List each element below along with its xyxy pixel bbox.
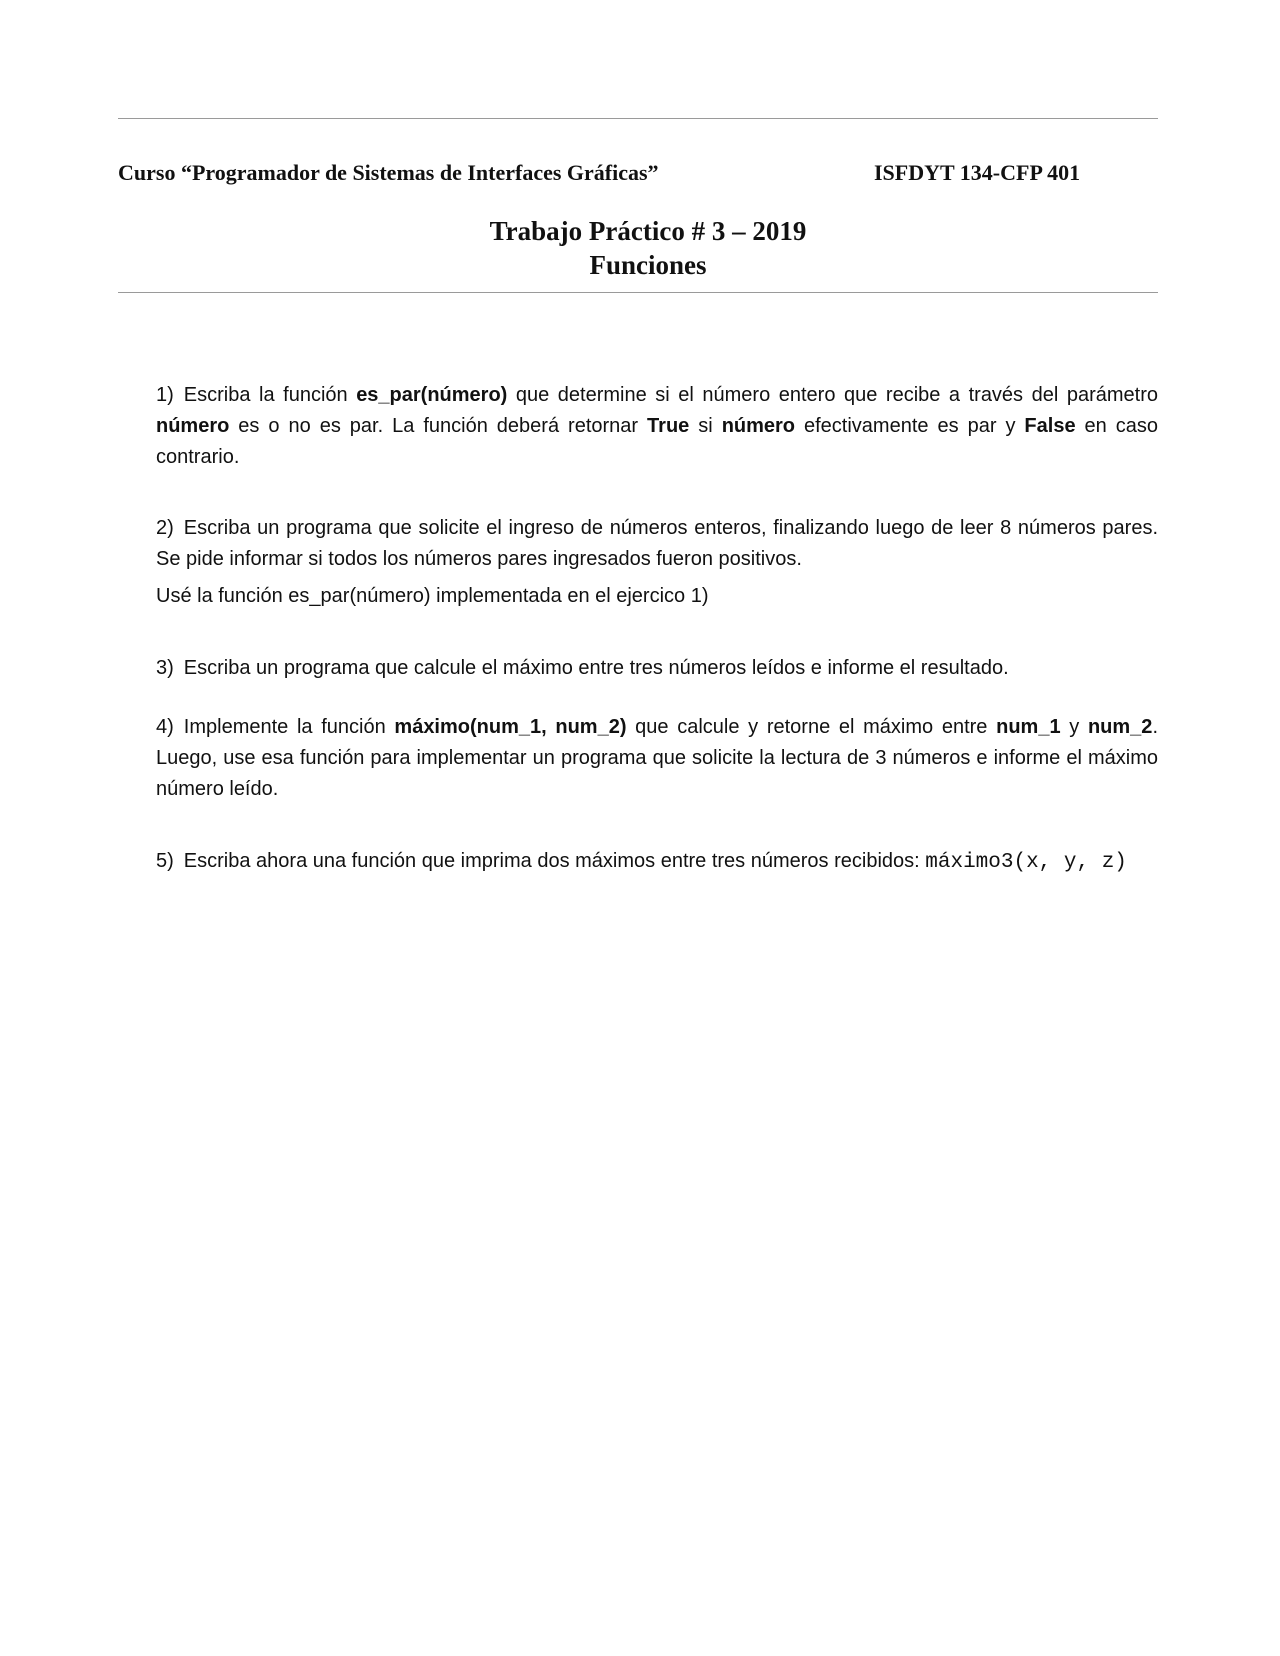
- course-name: Curso “Programador de Sistemas de Interfaces Gráficas”: [118, 160, 659, 185]
- exercise-4-param-1: num_1: [996, 716, 1061, 738]
- exercise-5-number: 5): [156, 850, 174, 872]
- title-line-1: Trabajo Práctico # 3 – 2019: [489, 216, 807, 246]
- exercise-4: [156, 712, 1158, 805]
- exercise-2: [156, 513, 1158, 575]
- exercise-5: [156, 846, 1158, 878]
- exercise-4-text-1: Implemente la función: [183, 716, 395, 738]
- exercise-1-false: False: [1024, 415, 1076, 437]
- exercise-1-param: número: [156, 415, 230, 437]
- exercise-4-text-2: que calcule y retorne el máximo entre: [626, 716, 997, 738]
- exercise-3-text: Escriba un programa que calcule el máximo entre tres números leídos e informe el resultado.: [183, 657, 1009, 679]
- exercise-1-param-2: número: [721, 415, 796, 437]
- document-title: [118, 214, 1178, 282]
- exercise-1-text-3: es o no es par. La función deberá retornar: [229, 415, 648, 437]
- exercise-1-text-6: en caso contrario.: [156, 415, 1159, 468]
- exercise-5-text: Escriba ahora una función que imprima dos máximos entre tres números recibidos:: [183, 850, 926, 872]
- title-divider: [118, 292, 1158, 293]
- exercise-list: [156, 380, 1158, 878]
- exercise-4-function-name: máximo(num_1, num_2): [394, 716, 627, 738]
- exercise-1-function-name: es_par(número): [356, 384, 508, 406]
- exercise-2-text: Escriba un programa que solicite el ingreso de números enteros, finalizando luego de leer 8 números pares. Se pide informar si todos los números pares ingresados fueron positivos.: [156, 517, 1158, 570]
- exercise-1-true: True: [647, 415, 690, 437]
- exercise-1: [156, 380, 1158, 473]
- exercise-1-text-1: Escriba la función: [183, 384, 357, 406]
- title-line-2: Funciones: [589, 250, 707, 280]
- exercise-2-number: 2): [156, 517, 174, 539]
- exercise-5-code: máximo3(x, y, z): [925, 851, 1127, 874]
- exercise-4-text-3: y: [1060, 716, 1088, 738]
- exercise-3: [156, 653, 1158, 684]
- top-divider: [118, 118, 1158, 119]
- document-header: [118, 160, 1118, 190]
- exercise-1-text-5: efectivamente es par y: [795, 415, 1025, 437]
- exercise-1-text-4: si: [689, 415, 722, 437]
- exercise-2-note: Usé la función es_par(número) implementada en el ejercico 1): [156, 585, 709, 607]
- institution-code: ISFDYT 134-CFP 401: [874, 160, 1081, 185]
- exercise-3-number: 3): [156, 657, 174, 679]
- exercise-1-number: 1): [156, 384, 174, 406]
- exercise-4-text-4: . Luego, use esa función para implementar un programa que solicite la lectura de 3 números e informe el máximo número leído.: [156, 716, 1158, 800]
- exercise-4-param-2: num_2: [1087, 716, 1153, 738]
- exercise-4-number: 4): [156, 716, 174, 738]
- exercise-1-text-2: que determine si el número entero que recibe a través del parámetro: [507, 384, 1158, 406]
